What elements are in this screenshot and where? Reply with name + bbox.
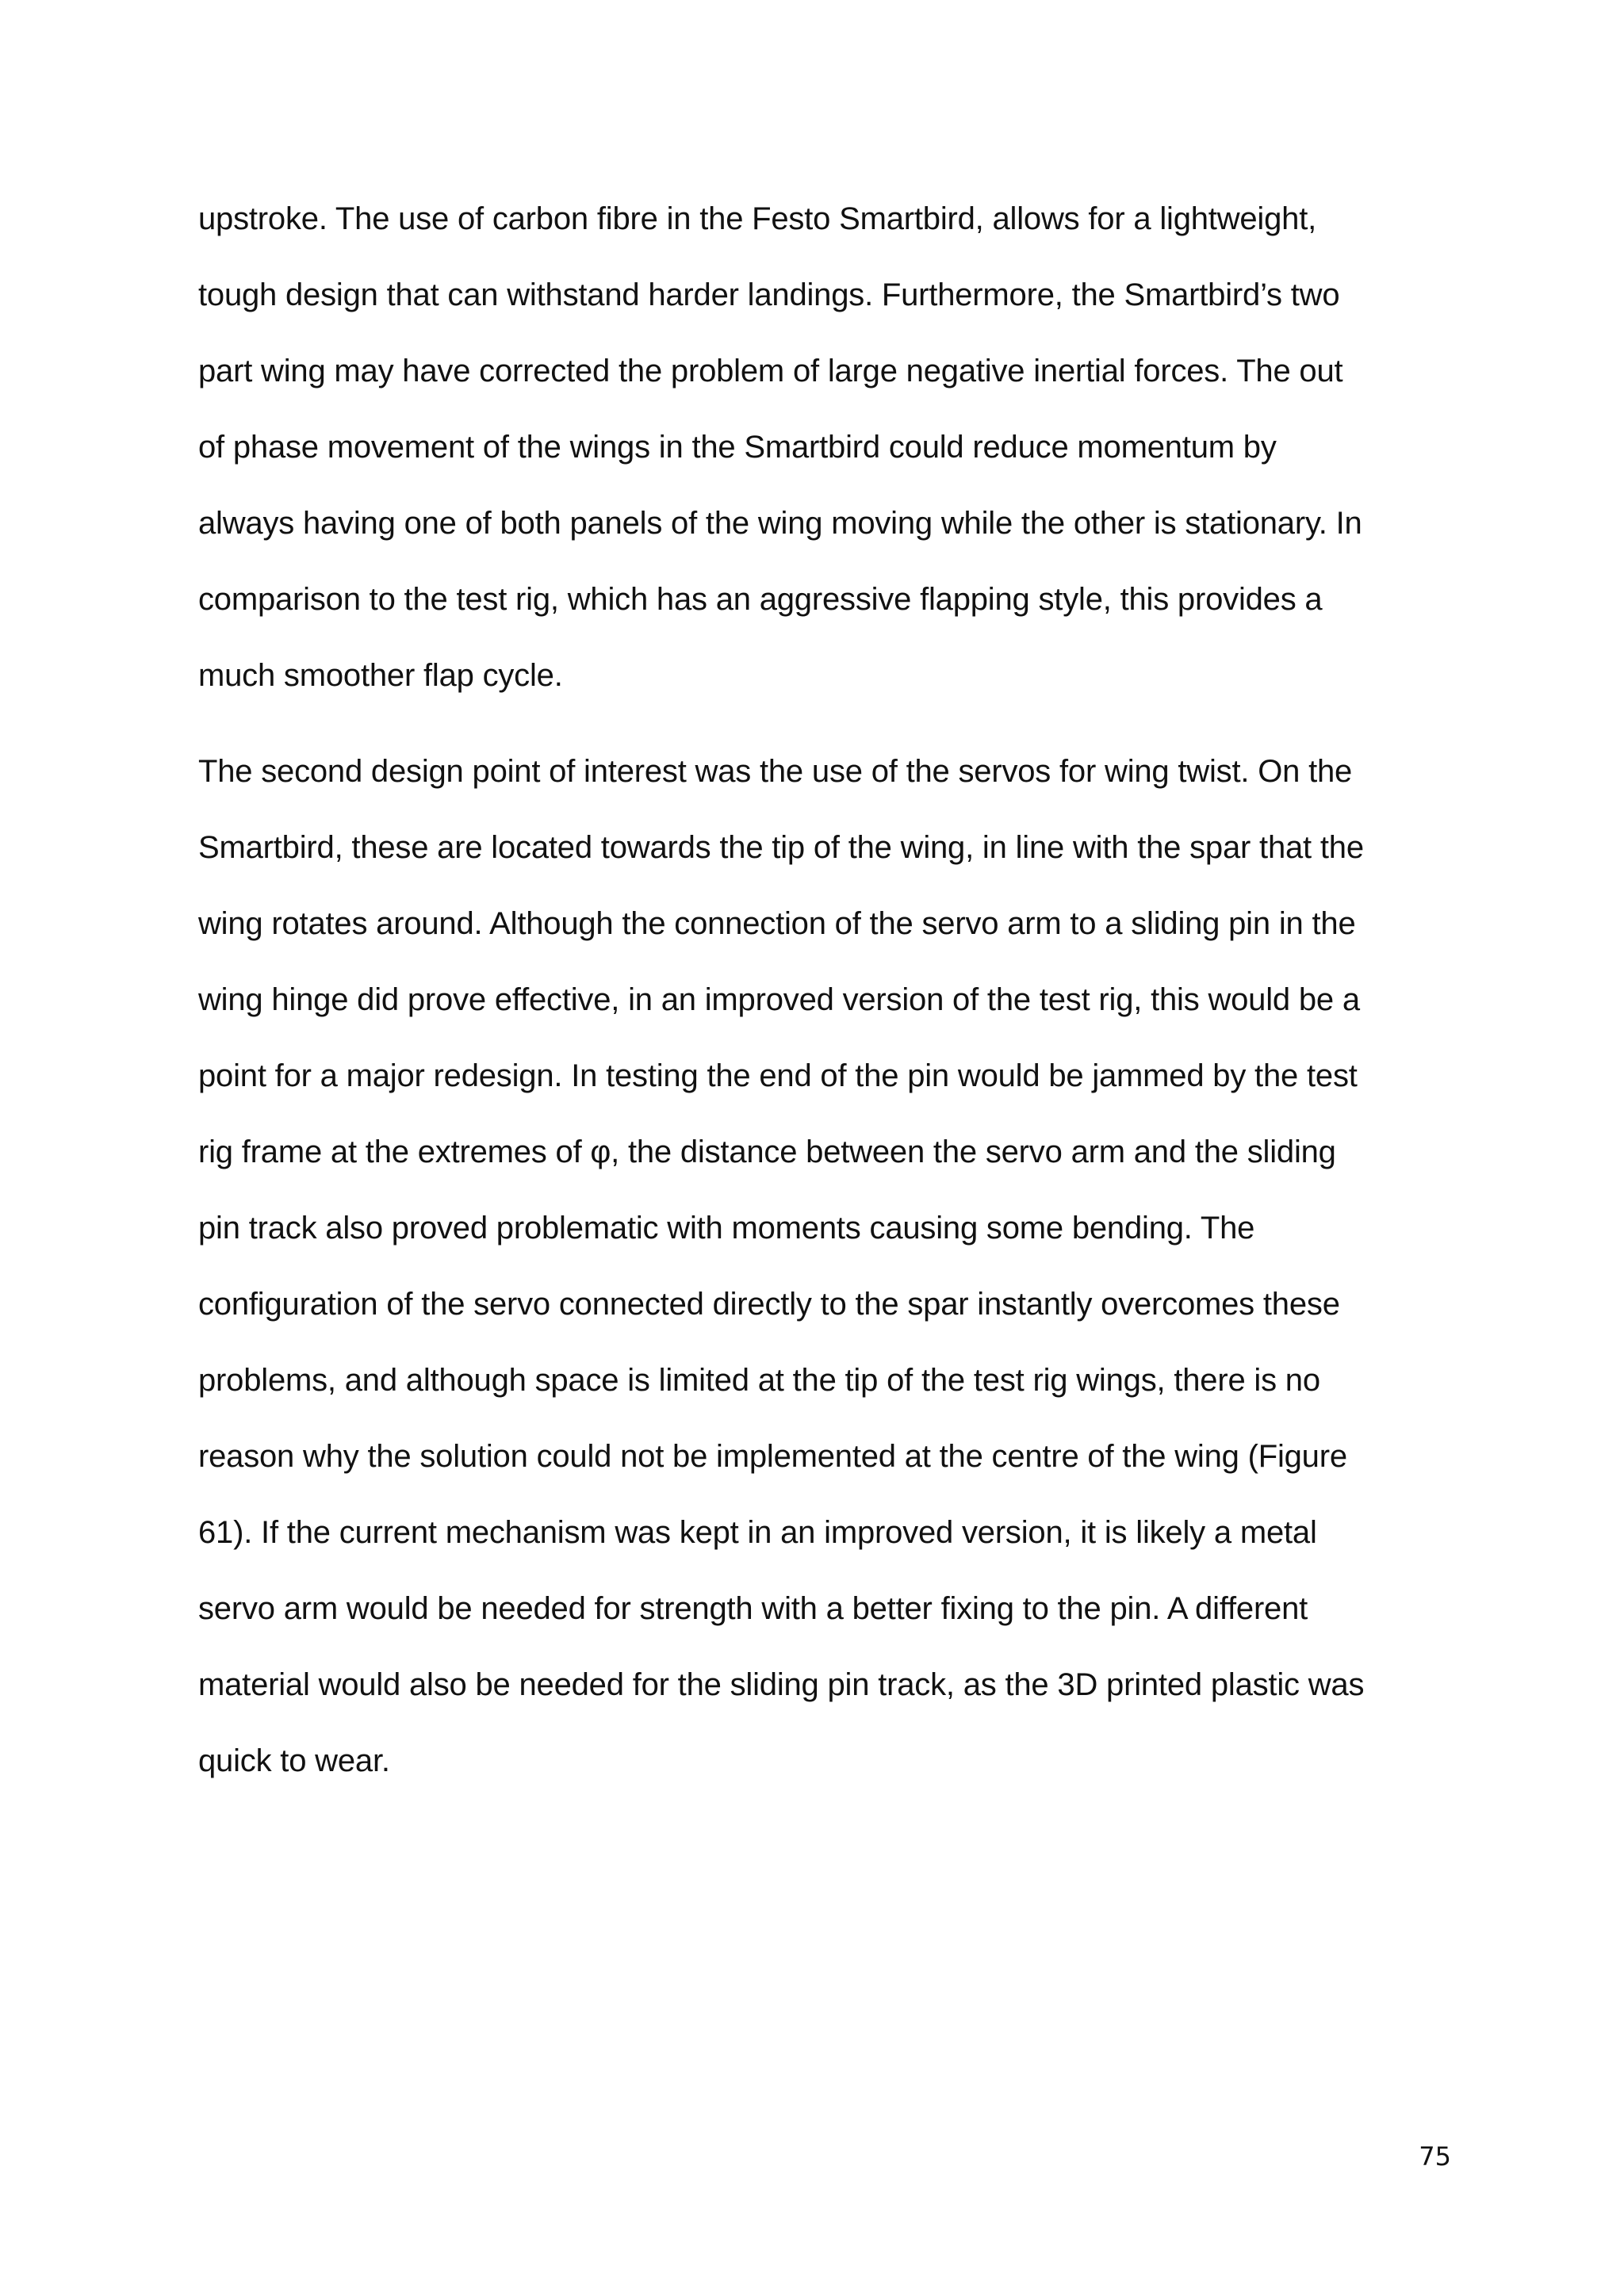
- text-line: quick to wear.: [198, 1743, 390, 1778]
- text-line: pin track also proved problematic with moments causing some bending. The: [198, 1211, 1255, 1246]
- paragraph-2: [198, 733, 1364, 1799]
- text-line: The second design point of interest was the use of the servos for wing twist. On the: [198, 754, 1353, 789]
- text-line: of phase movement of the wings in the Smartbird could reduce momentum by: [198, 430, 1277, 465]
- text-line: much smoother flap cycle.: [198, 658, 563, 693]
- text-line: reason why the solution could not be implemented at the centre of the wing (Figure: [198, 1439, 1347, 1474]
- text-line: Smartbird, these are located towards the tip of the wing, in line with the spar that the: [198, 830, 1364, 865]
- text-line: 61). If the current mechanism was kept in an improved version, it is likely a metal: [198, 1515, 1317, 1550]
- text-line: servo arm would be needed for strength with a better fixing to the pin. A different: [198, 1591, 1308, 1626]
- text-line: point for a major redesign. In testing the end of the pin would be jammed by the test: [198, 1058, 1358, 1093]
- text-line: wing hinge did prove effective, in an improved version of the test rig, this would be a: [198, 982, 1360, 1017]
- text-line: tough design that can withstand harder landings. Furthermore, the Smartbird’s two: [198, 277, 1340, 312]
- paragraph-1: [198, 181, 1362, 714]
- text-line: material would also be needed for the sliding pin track, as the 3D printed plastic was: [198, 1667, 1365, 1702]
- text-line: configuration of the servo connected directly to the spar instantly overcomes these: [198, 1287, 1340, 1322]
- text-line: part wing may have corrected the problem of large negative inertial forces. The out: [198, 354, 1343, 388]
- page-number: 75: [1419, 2141, 1451, 2172]
- text-line: upstroke. The use of carbon fibre in the Festo Smartbird, allows for a lightweight,: [198, 201, 1317, 236]
- text-line: wing rotates around. Although the connection of the servo arm to a sliding pin in the: [198, 906, 1356, 941]
- text-line: always having one of both panels of the wing moving while the other is stationary. In: [198, 506, 1362, 541]
- text-line: problems, and although space is limited at the tip of the test rig wings, there is no: [198, 1363, 1320, 1398]
- text-line: comparison to the test rig, which has an aggressive flapping style, this provides a: [198, 582, 1323, 617]
- text-line: rig frame at the extremes of φ, the distance between the servo arm and the sliding: [198, 1135, 1336, 1169]
